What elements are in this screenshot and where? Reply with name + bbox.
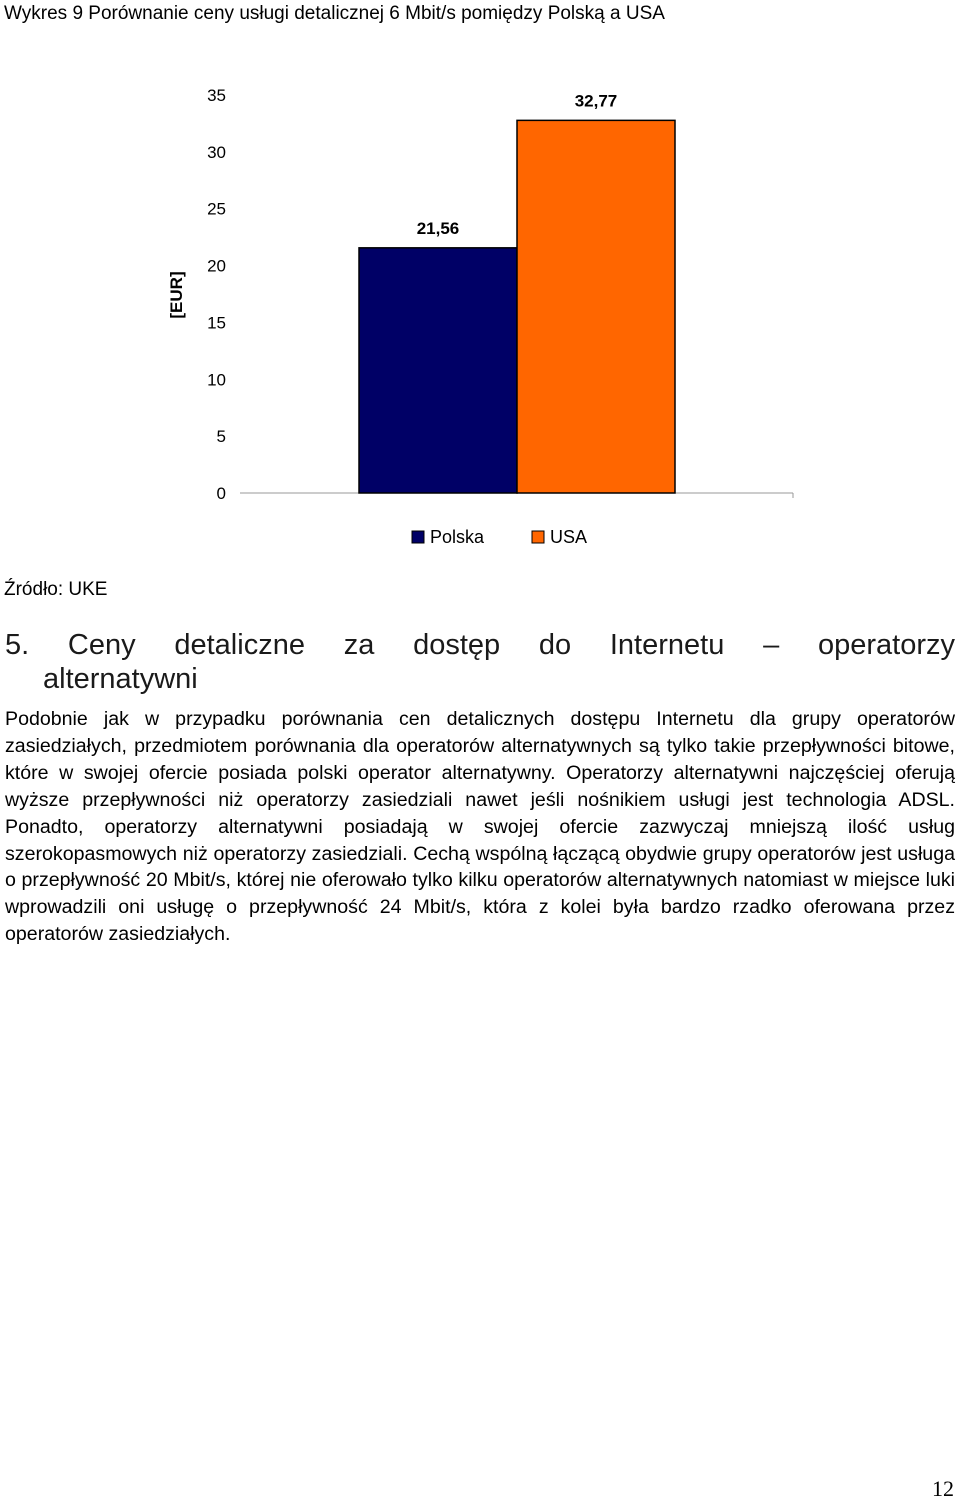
bars-group: [359, 120, 675, 493]
section-number: 5.: [5, 629, 30, 661]
heading-word: do: [538, 629, 572, 661]
heading-word: za: [343, 629, 375, 661]
bar-usa: [517, 120, 675, 493]
y-tick-label: 25: [207, 199, 226, 219]
heading-word: dostęp: [413, 629, 501, 661]
chart-caption: Wykres 9 Porównanie ceny usługi detalicznej 6 Mbit/s pomiędzy Polską a USA: [4, 3, 665, 24]
heading-word: Internetu: [609, 629, 725, 661]
body-paragraph: Podobnie jak w przypadku porównania cen detalicznych dostępu Internetu dla grupy operatorów zasiedziałych, przedmiotem porównania dla operatorów alternatywnych są tylko takie przepływności bitowe, które w swojej ofercie posiada polski operator alternatywny. Operatorzy alternatywni najczęściej oferują wyższe przepływności niż operatorzy zasiedziali nawet jeśli nośnikiem usługi jest technologia ADSL. Ponadto, operatorzy alternatywni posiadają w swojej ofercie zazwyczaj mniejszą ilość usług szerokopasmowych niż operatorzy zasiedziali. Cechą wspólną łączącą obydwie grupy operatorów jest usługa o przepływność 20 Mbit/s, której nie oferowało tylko kilku operatorów alternatywnych natomiast w miejsce luki wprowadzili oni usługę o przepływność 24 Mbit/s, która z kolei była bardzo rzadko oferowana przez operatorów zasiedziałych.: [5, 708, 955, 946]
y-tick-label: 10: [207, 370, 226, 390]
y-tick-label: 0: [216, 484, 226, 503]
legend-label-usa: USA: [550, 527, 588, 547]
y-axis-label: [EUR]: [167, 271, 186, 319]
y-tick-label: 5: [216, 427, 226, 447]
bar-chart: [0, 60, 960, 580]
y-tick-label: 35: [207, 86, 226, 105]
section-heading: [5, 628, 955, 696]
heading-word: detaliczne: [174, 629, 305, 661]
y-axis: [207, 86, 226, 503]
legend-label-polska: Polska: [430, 527, 485, 547]
chart-source: Źródło: UKE: [4, 579, 108, 600]
section-heading-line2: alternatywni: [43, 663, 198, 695]
heading-word: operatorzy: [817, 629, 955, 661]
y-tick-label: 20: [207, 256, 226, 276]
heading-word: –: [763, 629, 780, 661]
section-heading-line1: [5, 628, 955, 662]
chart-legend: [412, 527, 587, 547]
y-tick-label: 15: [207, 313, 226, 333]
page-number: 12: [932, 1476, 954, 1501]
data-label-polska: 21,56: [416, 218, 460, 238]
bar-polska: [359, 248, 517, 493]
y-tick-label: 30: [207, 142, 226, 162]
data-label-usa: 32,77: [574, 91, 618, 111]
heading-word: Ceny: [67, 629, 136, 661]
legend-swatch-usa: [532, 531, 544, 543]
legend-swatch-polska: [412, 531, 424, 543]
